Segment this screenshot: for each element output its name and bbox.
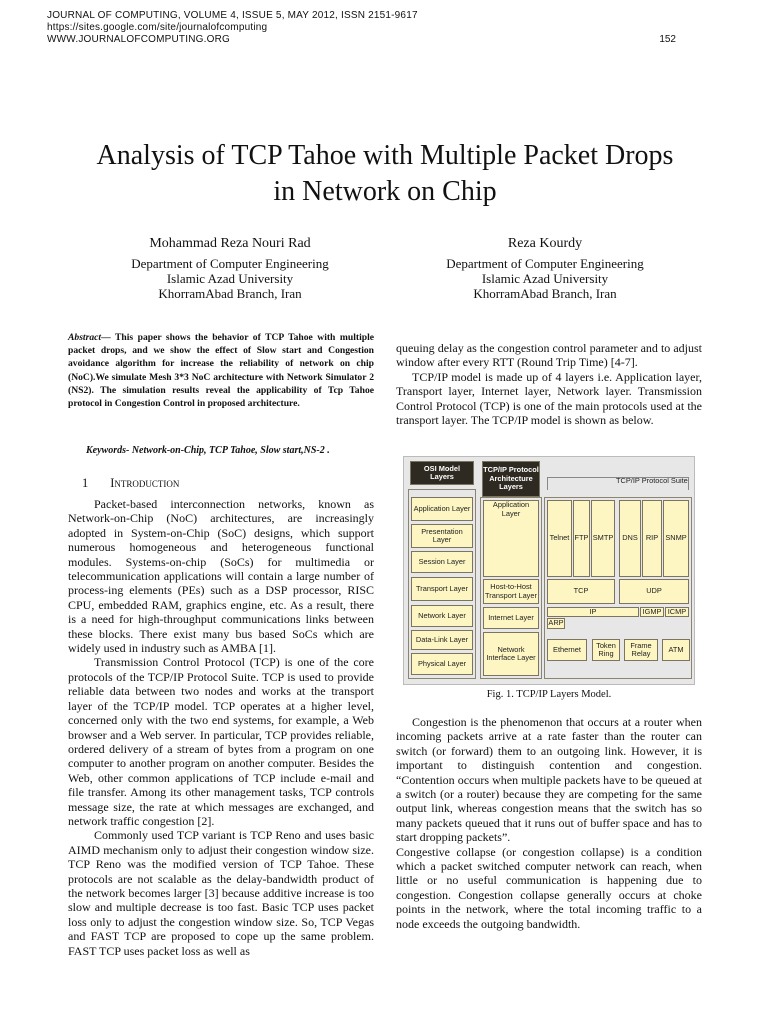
protocol-igmp: IGMP bbox=[640, 607, 664, 617]
protocol-telnet: Telnet bbox=[547, 500, 572, 577]
protocol-dns: DNS bbox=[619, 500, 641, 577]
osi-layer: Physical Layer bbox=[411, 653, 473, 675]
protocol-icmp: ICMP bbox=[665, 607, 689, 617]
author-branch: KhorramAbad Branch, Iran bbox=[158, 286, 302, 301]
title-line-2: in Network on Chip bbox=[273, 176, 497, 207]
suite-bracket bbox=[547, 477, 689, 490]
osi-layer: Presentation Layer bbox=[411, 524, 473, 548]
protocol-snmp: SNMP bbox=[663, 500, 689, 577]
protocol-arp: ARP bbox=[548, 618, 564, 628]
author-dept: Department of Computer Engineering bbox=[131, 256, 329, 271]
section-title: Introduction bbox=[110, 476, 180, 490]
paragraph: Congestion is the phenomenon that occurs at a router when incoming packets arrive at a rate faster than the router can switch (or forward) them to an outgoing link. However, it is important to distinguish contention and congestion. “Contention occurs when multiple packets have to be queued at a switch (or a router) because they are competing for the same output link, whereas congestion means that the switch has so many packets queued that it runs out of buffer space and has to start dropping packets”. bbox=[396, 715, 702, 845]
osi-layer: Data-Link Layer bbox=[411, 630, 473, 650]
right-column-bottom bbox=[396, 715, 702, 931]
tcpip-layer: Network Interface Layer bbox=[483, 632, 539, 676]
protocol-rip: RIP bbox=[642, 500, 662, 577]
tcpip-figure bbox=[403, 456, 695, 685]
abstract-label: Abstract bbox=[68, 332, 102, 343]
journal-site[interactable]: WWW.JOURNALOFCOMPUTING.ORG bbox=[47, 34, 230, 45]
author-name: Reza Kourdy bbox=[507, 236, 583, 251]
protocol-ip: IP bbox=[547, 607, 639, 617]
protocol-tcp: TCP bbox=[547, 579, 615, 604]
protocol-udp: UDP bbox=[619, 579, 689, 604]
author-univ: Islamic Azad University bbox=[166, 271, 294, 286]
paper-title bbox=[40, 138, 730, 210]
paragraph: Congestive collapse (or congestion collapse) is a condition which a packet switched computer network can reach, when little or no useful communication is happening due to congestion. Congestion collapse generally occurs at choke points in the network, where the total incoming traffic to a node exceeds the outgoing bandwidth. bbox=[396, 844, 702, 931]
osi-layer: Session Layer bbox=[411, 551, 473, 573]
paragraph: Packet-based interconnection networks, known as Network-on-Chip (NoC) architectures, are increasingly adopted in System-on-Chip (SoC) designs, which support numerous homogeneous and heterogeneous functional modules. Systems-on-chip (SoCs) for multimedia or telecommunication applications will contain a large number of process-ing elements (PEs) such as a DSP processor, RISC CPU, embedded RAM, graphics engine, etc. As a result, there is a need for high-throughput communications links between these blocks. There exist many bus based SoCs which are widely used in industry such as AMBA [1]. bbox=[68, 497, 374, 656]
section-heading bbox=[82, 476, 179, 491]
keywords: Keywords- Network-on-Chip, TCP Tahoe, Slow start,NS-2 . bbox=[86, 445, 330, 456]
protocol-atm: ATM bbox=[662, 639, 690, 661]
osi-layer: Application Layer bbox=[411, 497, 473, 521]
protocol-ftp: FTP bbox=[573, 500, 590, 577]
suite-label: TCP/IP Protocol Suite bbox=[616, 475, 688, 485]
tcpip-layer: Host-to-Host Transport Layer bbox=[483, 579, 539, 604]
tcpip-layer: Application Layer bbox=[483, 500, 539, 577]
protocol-smtp: SMTP bbox=[591, 500, 615, 577]
tcpip-header: TCP/IP Protocol Architecture Layers bbox=[482, 461, 540, 497]
figure-caption: Fig. 1. TCP/IP Layers Model. bbox=[486, 689, 612, 700]
author-1 bbox=[90, 236, 370, 301]
title-line-1: Analysis of TCP Tahoe with Multiple Packet Drops bbox=[96, 140, 674, 171]
journal-url[interactable]: https://sites.google.com/site/journalofcomputing bbox=[47, 22, 268, 33]
paragraph: queuing delay as the congestion control parameter and to adjust window after every RTT (Round Trip Time) [4-7]. bbox=[396, 341, 702, 370]
protocol-ethernet: Ethernet bbox=[547, 639, 587, 661]
author-branch: KhorramAbad Branch, Iran bbox=[473, 286, 617, 301]
osi-header: OSI Model Layers bbox=[410, 461, 474, 485]
section-number: 1 bbox=[82, 476, 89, 490]
author-2 bbox=[420, 236, 670, 301]
tcpip-layer: Internet Layer bbox=[483, 607, 539, 629]
protocol-frame-relay: Frame Relay bbox=[624, 639, 658, 661]
left-column bbox=[68, 497, 374, 958]
right-column-top bbox=[396, 341, 702, 427]
abstract bbox=[68, 331, 374, 410]
journal-line: JOURNAL OF COMPUTING, VOLUME 4, ISSUE 5, MAY 2012, ISSN 2151-9617 bbox=[47, 10, 418, 21]
paragraph: TCP/IP model is made up of 4 layers i.e. Application layer, Transport layer, Internet layer, Network layer. Transmission Control Protocol (TCP) is one of the main protocols used at the transport layer. The TCP/IP model is shown as below. bbox=[396, 369, 702, 428]
osi-layer: Network Layer bbox=[411, 605, 473, 627]
protocol-token-ring: Token Ring bbox=[592, 639, 620, 661]
abstract-text: — This paper shows the behavior of TCP Tahoe with multiple packet drops, and we show the effect of Slow start and Congestion avoidance algorithm for increase the reliability of network on chip (NoC).We simulate Mesh 3*3 NoC architecture with Network Simulator 2 (NS2). The simulation results reveal the applicability of Tcp Tahoe protocol in Congestion Control in proposed architecture. bbox=[68, 332, 374, 410]
osi-layer: Transport Layer bbox=[411, 577, 473, 601]
author-univ: Islamic Azad University bbox=[481, 271, 609, 286]
author-dept: Department of Computer Engineering bbox=[446, 256, 644, 271]
paragraph: Commonly used TCP variant is TCP Reno and uses basic AIMD mechanism only to adjust their congestion window size. TCP Reno was the modified version of TCP Tahoe. These protocols are not scalable as the delay-bandwidth product of the network becomes larger [3] because additive increase is too slow and multiple decrease is too fast. Basic TCP uses packet loss only to adjust the congestion window size. So, TCP Vegas and FAST TCP are proposed to cope up the same problem. FAST TCP uses packet loss as well as bbox=[68, 828, 374, 958]
paragraph: Transmission Control Protocol (TCP) is one of the core protocols of the TCP/IP Protocol Suite. TCP is used to provide reliable data between two nodes and works at the transport layer of the TCP/IP model. TCP operates at a higher level, concerned only with the two end systems, for example, a Web browser and a Web server. In particular, TCP provides reliable, ordered delivery of a stream of bytes from a program on one computer to another program on another computer. Besides the Web, other common applications of TCP include e-mail and file transfer. Among its other management tasks, TCP controls message size, the rate at which messages are exchanged, and network traffic congestion [2]. bbox=[68, 655, 374, 828]
author-name: Mohammad Reza Nouri Rad bbox=[149, 236, 311, 251]
journal-header bbox=[47, 10, 418, 46]
page-number: 152 bbox=[659, 34, 676, 45]
